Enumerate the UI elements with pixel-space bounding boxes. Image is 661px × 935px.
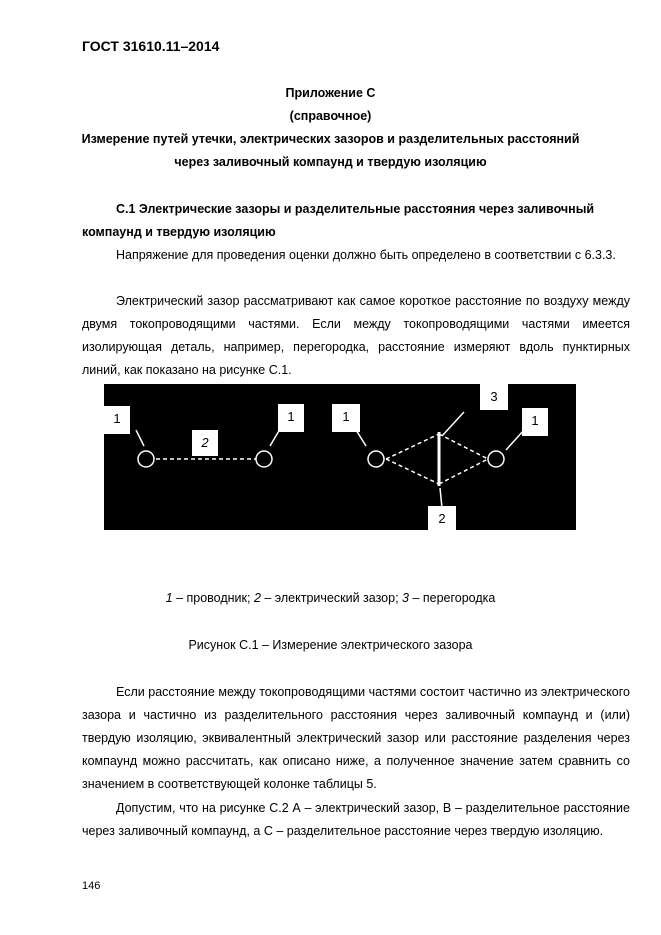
body-paragraph-3 <box>82 681 630 796</box>
legend-number: 2 <box>253 591 261 605</box>
figure-c1 <box>104 384 576 530</box>
conductor-circle <box>256 451 272 467</box>
figure-caption: Рисунок С.1 – Измерение электрического зазора <box>188 638 473 652</box>
label-1c: 1 <box>332 404 360 432</box>
label-1b: 1 <box>278 404 304 432</box>
body-paragraph-4 <box>82 797 630 843</box>
document-header: ГОСТ 31610.11–2014 <box>82 38 220 54</box>
leader-line <box>136 430 144 446</box>
label-2b: 2 <box>428 506 456 530</box>
label-1a: 1 <box>104 406 130 434</box>
legend-number: 1 <box>165 591 173 605</box>
section-paragraph-1 <box>82 244 630 267</box>
gap-line <box>386 459 439 484</box>
legend-text: – электрический зазор; <box>260 591 403 605</box>
appendix-title: Приложение С <box>285 86 376 100</box>
leader-line <box>440 488 442 508</box>
legend-number: 3 <box>402 591 409 605</box>
appendix-heading-line1: Измерение путей утечки, электрических зазоров и разделительных расстояний <box>81 132 580 146</box>
section-paragraph-2 <box>82 290 630 382</box>
leader-line <box>356 430 366 446</box>
figure-legend <box>0 591 661 605</box>
conductor-circle <box>488 451 504 467</box>
legend-text: – проводник; <box>172 591 254 605</box>
paragraph-text: Если расстояние между токопроводящими частями состоит частично из электрического зазора и частично из разделительного расстояния через заливочный компаунд и (или) твердую изоляцию, эквивалентный электрический зазор или расстояние разделения через компаунд можно рассчитать, как описано ниже, а полученное значение затем сравнить со значением в соответствующей колонке таблицы 5. <box>82 685 630 791</box>
gap-line <box>386 434 439 459</box>
section-title <box>82 198 630 244</box>
section-title-line2: компаунд и твердую изоляцию <box>82 225 276 239</box>
page-number: 146 <box>82 880 101 892</box>
label-2a: 2 <box>192 430 218 456</box>
appendix-note: (справочное) <box>289 109 372 123</box>
gap-line <box>439 434 488 459</box>
paragraph-text: Напряжение для проведения оценки должно быть определено в соответствии с 6.3.3. <box>116 248 616 262</box>
section-title-line1: С.1 Электрические зазоры и разделительные расстояния через заливочный <box>116 202 595 216</box>
legend-text: – перегородка <box>408 591 496 605</box>
conductor-circle <box>138 451 154 467</box>
paragraph-text: Допустим, что на рисунке С.2 А – электрический зазор, В – разделительное расстояние через заливочный компаунд, а С – разделительное расстояние через твердую изоляцию. <box>82 801 630 838</box>
label-3: 3 <box>480 384 508 410</box>
conductor-circle <box>368 451 384 467</box>
gap-line <box>439 459 488 484</box>
appendix-heading-line2: через заливочный компаунд и твердую изоляцию <box>174 155 487 169</box>
label-1d: 1 <box>522 408 548 436</box>
paragraph-text: Электрический зазор рассматривают как самое короткое расстояние по воздуху между двумя токопроводящими частями. Если между токопроводящими частями имеется изолирующая деталь, например, перегородка, расстояние измеряют вдоль пунктирных линий, как показано на рисунке С.1. <box>82 294 630 377</box>
leader-line <box>442 412 464 436</box>
